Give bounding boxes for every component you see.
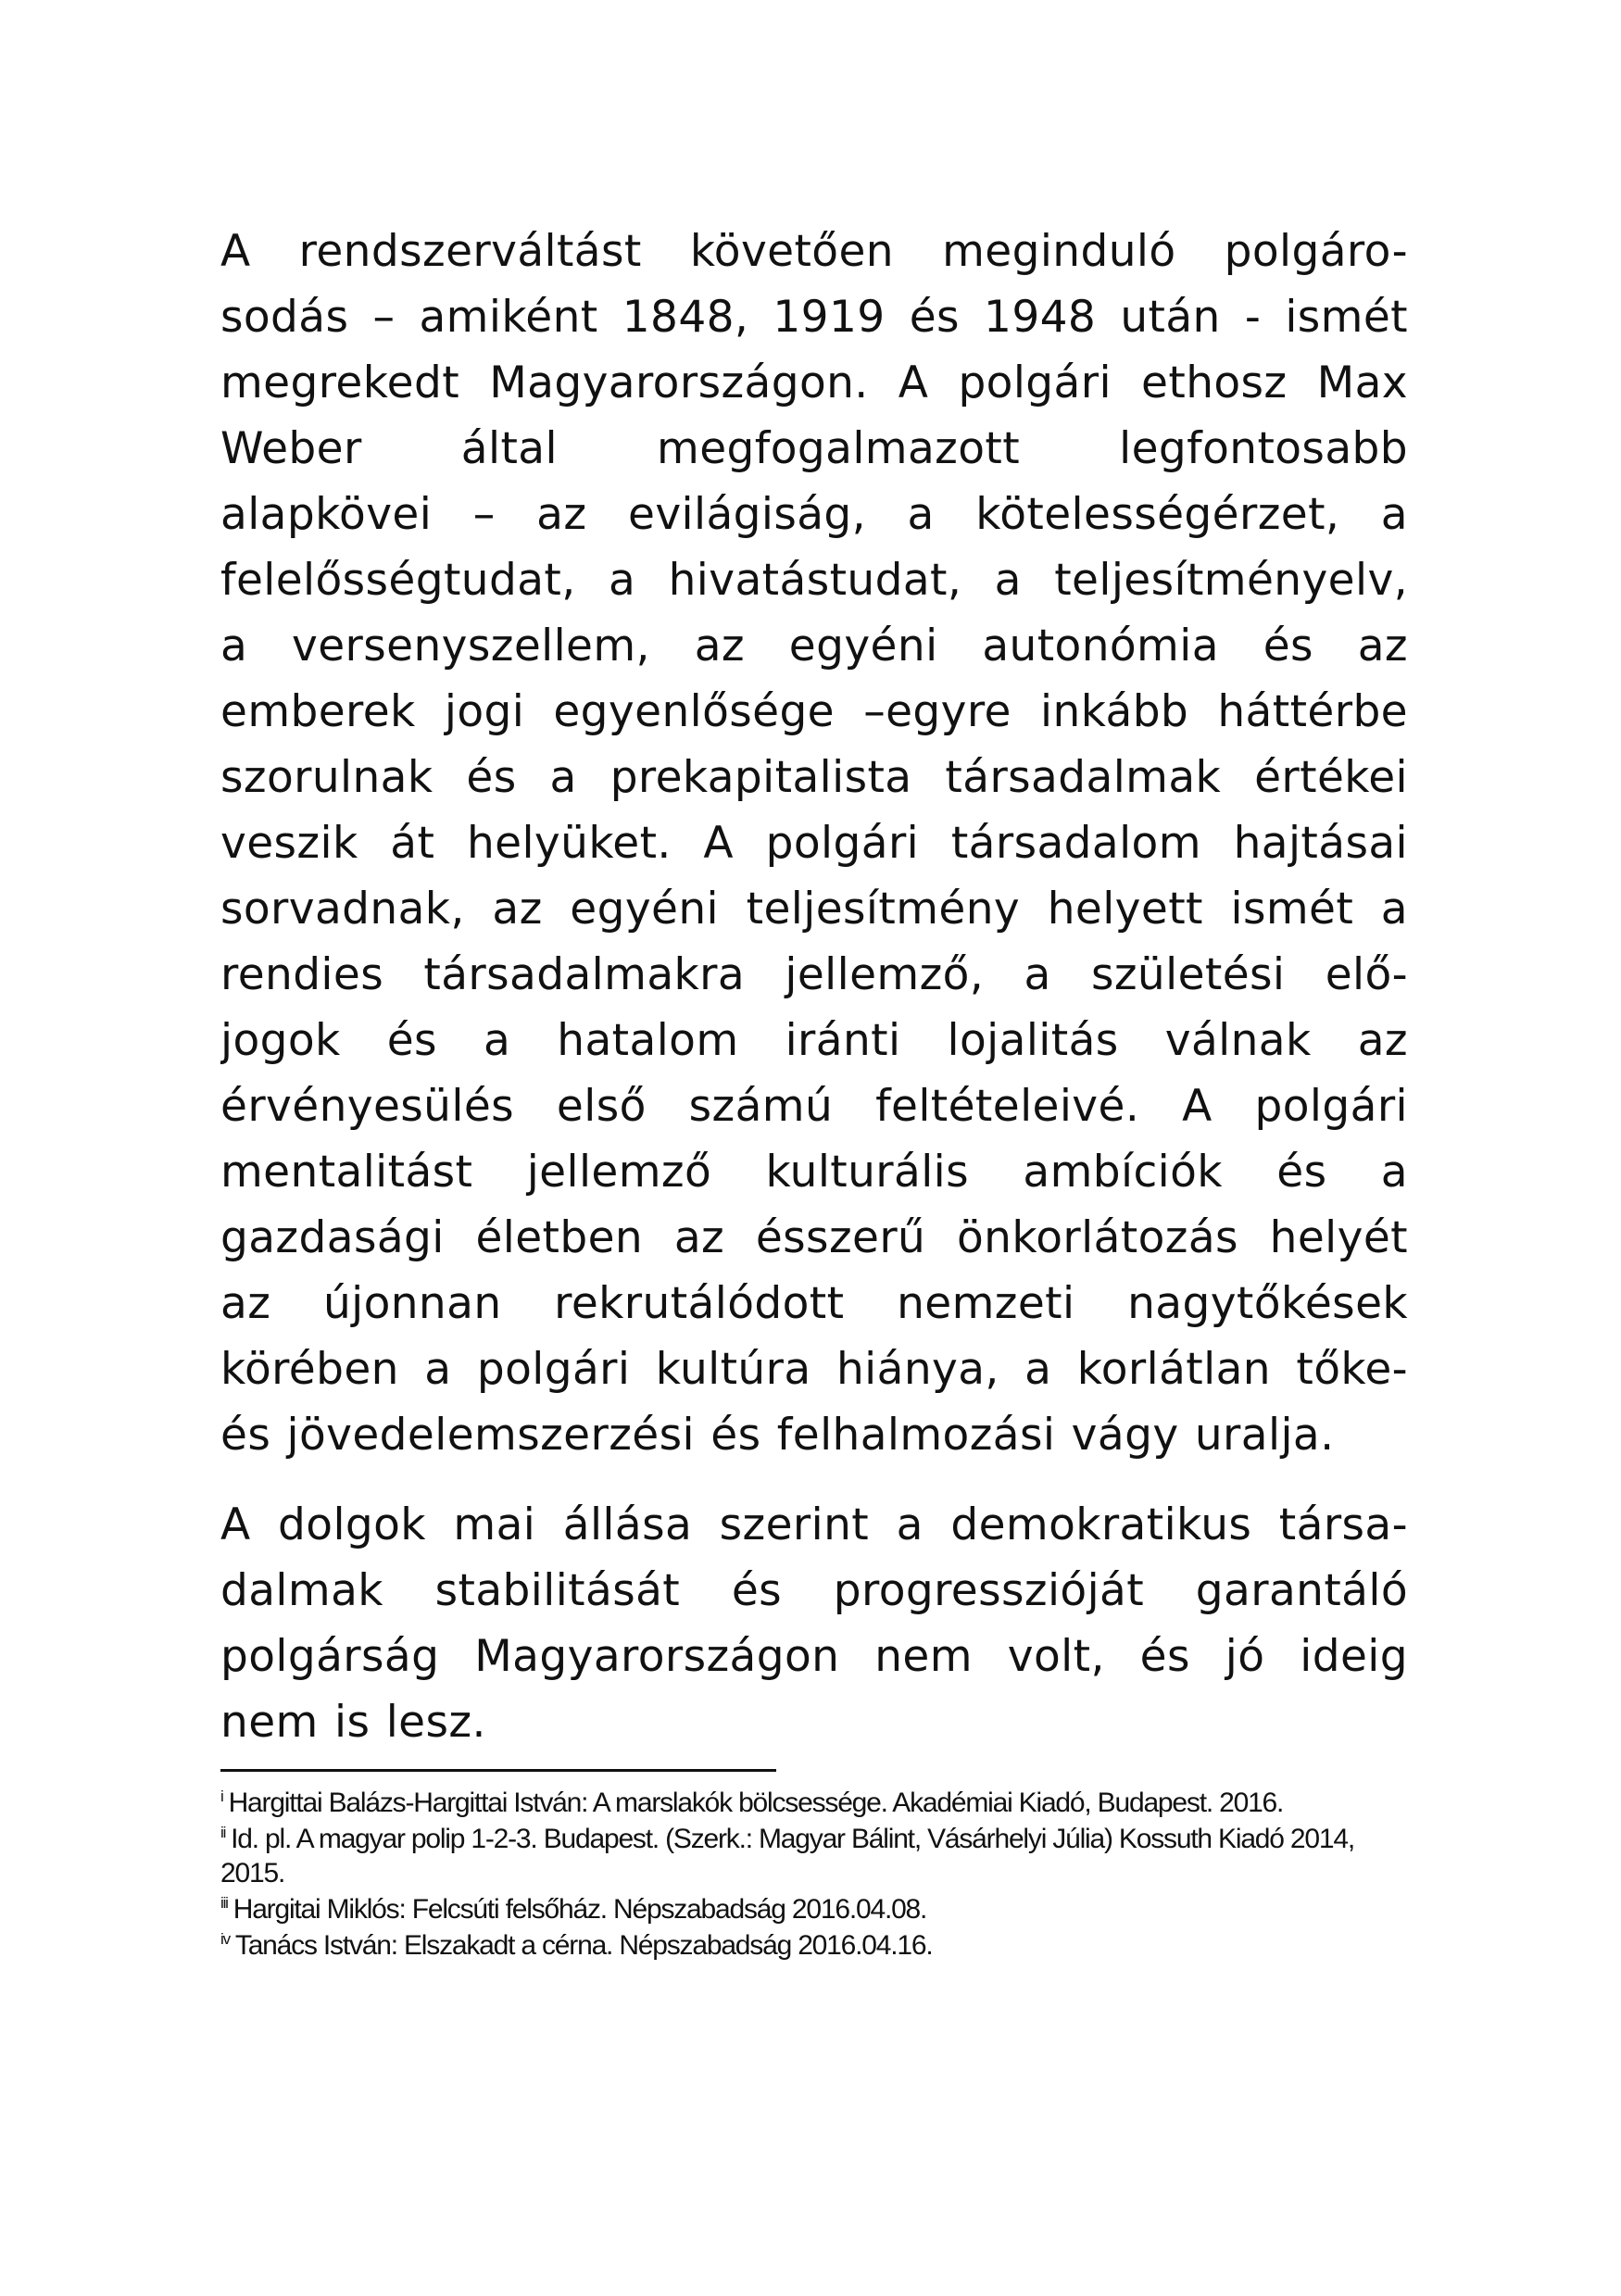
text-line: szorulnak és a prekapitalista társadalmak értékei — [220, 752, 1408, 803]
footnotes — [220, 1786, 1415, 1964]
footnote-text: Tanács István: Elszakadt a cérna. Népszabadság 2016.04.16. — [234, 1930, 933, 1961]
footnote-marker: ii — [220, 1824, 226, 1841]
text-line: körében a polgári kultúra hiánya, a korlátlan tőke- — [220, 1344, 1408, 1395]
footnote-3 — [220, 1892, 1415, 1926]
text-line: megrekedt Magyarországon. A polgári ethosz Max — [220, 358, 1408, 408]
footnote-text: Hargitai Miklós: Felcsúti felsőház. Népszabadság 2016.04.08. — [232, 1894, 927, 1925]
text-line: alapkövei – az evilágiság, a kötelességérzet, a — [220, 489, 1408, 540]
footnote-1 — [220, 1786, 1415, 1820]
text-line: mentalitást jellemző kulturális ambíciók és a — [220, 1147, 1408, 1198]
footnote-4 — [220, 1928, 1415, 1963]
text-line: sodás – amiként 1848, 1919 és 1948 után - ismét — [220, 292, 1408, 343]
footnote-2 — [220, 1822, 1415, 1890]
text-line: jogok és a hatalom iránti lojalitás válnak az — [220, 1015, 1408, 1066]
paragraph-2 — [220, 1492, 1408, 1755]
footnote-marker: iv — [220, 1930, 230, 1948]
footnote-marker: i — [220, 1788, 223, 1805]
text-line: veszik át helyüket. A polgári társadalom hajtásai — [220, 818, 1408, 869]
footnote-marker: iii — [220, 1894, 228, 1912]
text-line: sorvadnak, az egyéni teljesítmény helyett ismét a — [220, 884, 1408, 935]
text-line: Weber által megfogalmazott legfontosabb — [220, 423, 1408, 474]
text-line: felelősségtudat, a hivatástudat, a teljesítményelv, — [220, 555, 1408, 606]
text-line: gazdasági életben az ésszerű önkorlátozás helyét — [220, 1212, 1408, 1263]
text-line: A rendszerváltást követően meginduló polgáro- — [220, 226, 1408, 277]
text-line: és jövedelemszerzési és felhalmozási vágy uralja. — [220, 1410, 1335, 1461]
text-line: nem is lesz. — [220, 1697, 486, 1748]
text-line: A dolgok mai állása szerint a demokratikus társa- — [220, 1499, 1408, 1550]
paragraph-1 — [220, 219, 1408, 1468]
text-line: a versenyszellem, az egyéni autonómia és az — [220, 621, 1408, 671]
footnote-separator — [220, 1769, 776, 1772]
footnote-text: Hargittai Balázs-Hargittai István: A marslakók bölcsessége. Akadémiai Kiadó, Budapest. 2016. — [228, 1788, 1284, 1818]
text-line: emberek jogi egyenlősége –egyre inkább háttérbe — [220, 686, 1408, 737]
text-line: érvényesülés első számú feltételeivé. A polgári — [220, 1081, 1408, 1132]
text-line: dalmak stabilitását és progresszióját garantáló — [220, 1565, 1408, 1616]
text-line: az újonnan rekrutálódott nemzeti nagytőkések — [220, 1278, 1408, 1329]
text-line: rendies társadalmakra jellemző, a születési elő- — [220, 949, 1408, 1000]
text-line: polgárság Magyarországon nem volt, és jó ideig — [220, 1631, 1408, 1682]
body-text — [220, 219, 1408, 1755]
footnote-text: Id. pl. A magyar polip 1-2-3. Budapest. (Szerk.: Magyar Bálint, Vásárhelyi Júlia) Kossuth Kiadó 2014, 2015. — [220, 1824, 1354, 1888]
